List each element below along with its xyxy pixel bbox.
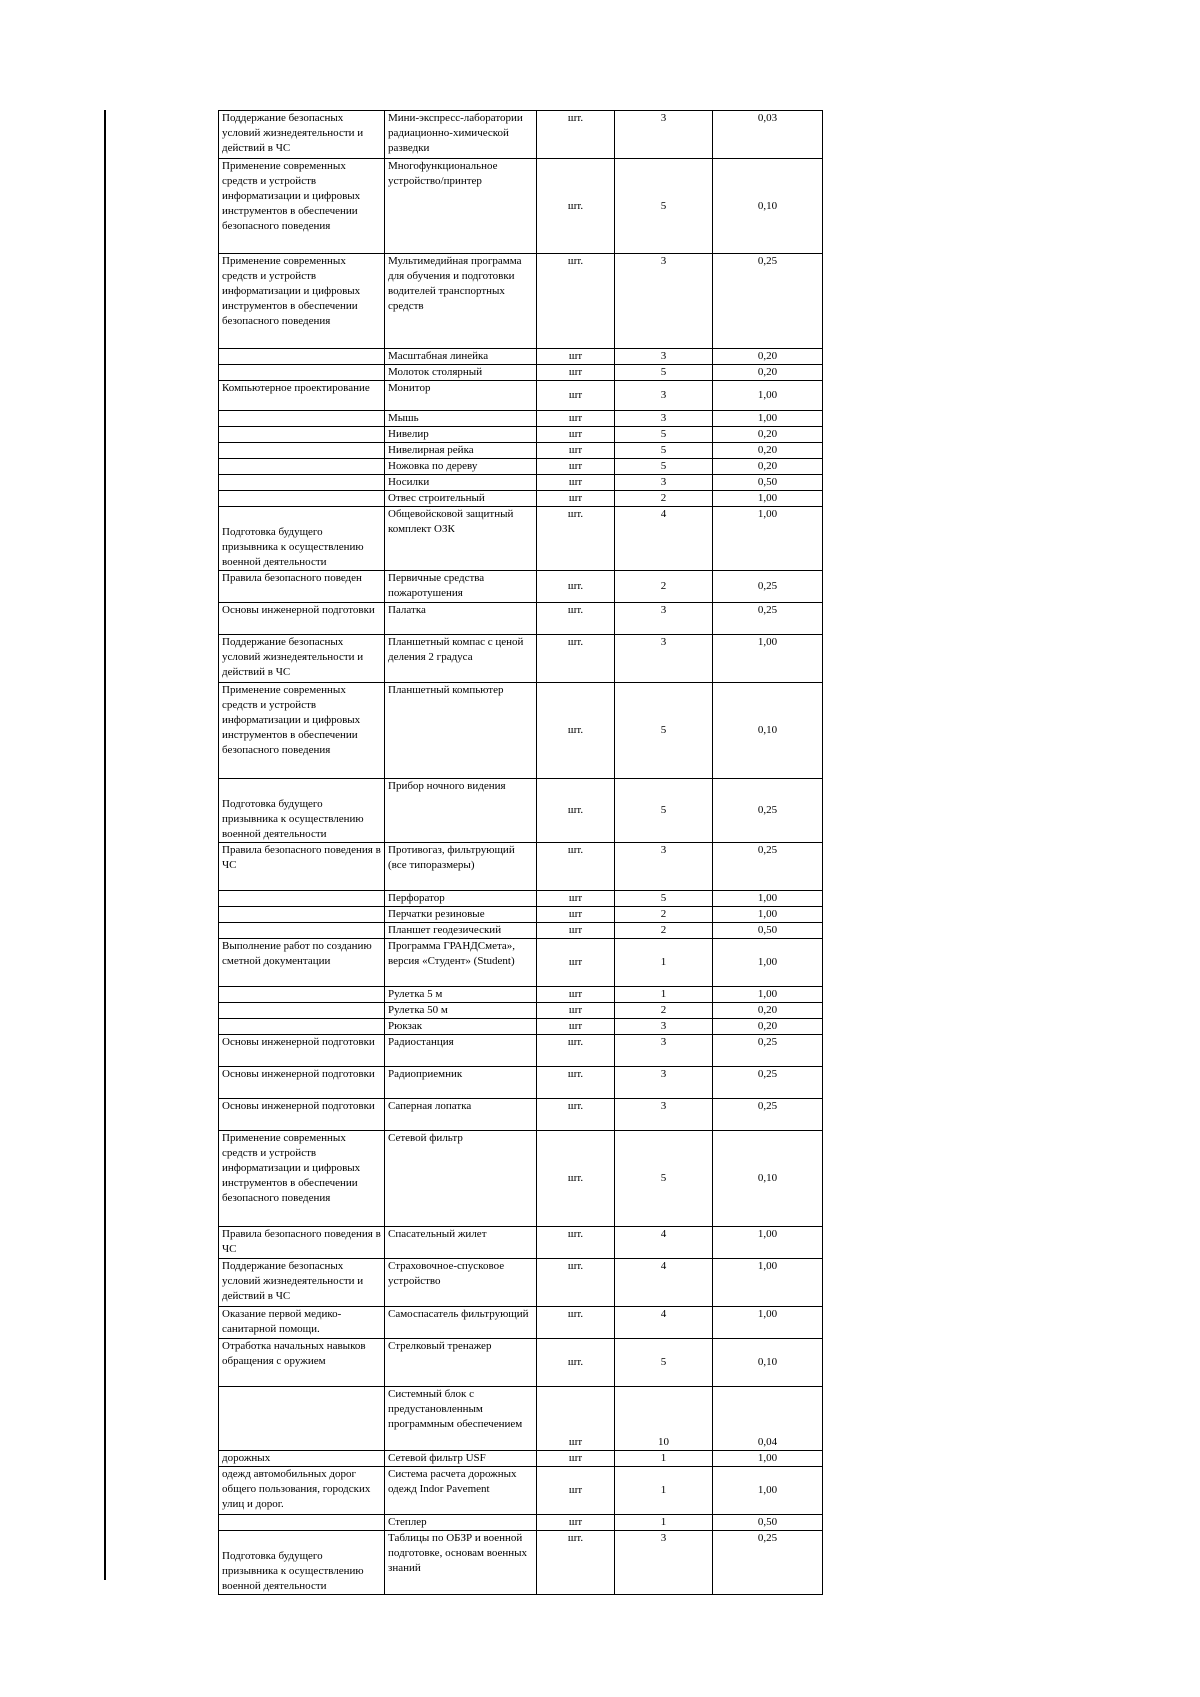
ratio-cell: 0,25 xyxy=(713,1035,823,1067)
item-name-cell: Противогаз, фильтрующий (все типоразмеры) xyxy=(385,843,537,891)
unit-cell: шт. xyxy=(537,683,615,779)
table-row xyxy=(219,891,823,907)
ratio-cell: 0,25 xyxy=(713,571,823,603)
unit-cell: шт xyxy=(537,491,615,507)
ratio-cell: 1,00 xyxy=(713,491,823,507)
purpose-cell xyxy=(219,987,385,1003)
purpose-cell xyxy=(219,907,385,923)
item-name-cell: Нивелирная рейка xyxy=(385,443,537,459)
unit-cell: шт. xyxy=(537,159,615,254)
quantity-cell: 3 xyxy=(615,603,713,635)
item-name-cell: Носилки xyxy=(385,475,537,491)
purpose-cell xyxy=(219,427,385,443)
quantity-cell: 3 xyxy=(615,475,713,491)
unit-cell: шт xyxy=(537,443,615,459)
item-name-cell: Первичные средства пожаротушения xyxy=(385,571,537,603)
table-row xyxy=(219,159,823,254)
item-name-cell: Молоток столярный xyxy=(385,365,537,381)
item-name-cell: Планшетный компас с ценой деления 2 градуса xyxy=(385,635,537,683)
quantity-cell: 3 xyxy=(615,254,713,349)
table-row xyxy=(219,349,823,365)
purpose-cell: Подготовка будущего призывника к осуществлению военной деятельности xyxy=(219,1531,385,1595)
table-row xyxy=(219,1131,823,1227)
quantity-cell: 5 xyxy=(615,459,713,475)
item-name-cell: Перфоратор xyxy=(385,891,537,907)
purpose-cell: Оказание первой медико-санитарной помощи. xyxy=(219,1307,385,1339)
purpose-cell: Применение современных средств и устройств информатизации и цифровых инструментов в обеспечении безопасного поведения xyxy=(219,254,385,349)
table-row xyxy=(219,491,823,507)
item-name-cell: Рулетка 50 м xyxy=(385,1003,537,1019)
table-row xyxy=(219,365,823,381)
ratio-cell: 1,00 xyxy=(713,891,823,907)
unit-cell: шт. xyxy=(537,1067,615,1099)
quantity-cell: 2 xyxy=(615,491,713,507)
quantity-cell: 3 xyxy=(615,1531,713,1595)
quantity-cell: 3 xyxy=(615,111,713,159)
item-name-cell: Самоспасатель фильтрующий xyxy=(385,1307,537,1339)
quantity-cell: 3 xyxy=(615,349,713,365)
unit-cell: шт xyxy=(537,1387,615,1451)
ratio-cell: 0,10 xyxy=(713,1131,823,1227)
item-name-cell: Система расчета дорожных одежд Indor Pavement xyxy=(385,1467,537,1515)
quantity-cell: 1 xyxy=(615,939,713,987)
ratio-cell: 1,00 xyxy=(713,1307,823,1339)
unit-cell: шт xyxy=(537,475,615,491)
quantity-cell: 5 xyxy=(615,159,713,254)
unit-cell: шт xyxy=(537,907,615,923)
unit-cell: шт xyxy=(537,365,615,381)
purpose-cell xyxy=(219,491,385,507)
table-row xyxy=(219,571,823,603)
unit-cell: шт. xyxy=(537,254,615,349)
ratio-cell: 1,00 xyxy=(713,381,823,411)
table-row xyxy=(219,475,823,491)
unit-cell: шт. xyxy=(537,507,615,571)
quantity-cell: 4 xyxy=(615,1307,713,1339)
purpose-cell xyxy=(219,475,385,491)
quantity-cell: 4 xyxy=(615,1227,713,1259)
item-name-cell: Сетевой фильтр USF xyxy=(385,1451,537,1467)
ratio-cell: 0,50 xyxy=(713,475,823,491)
item-name-cell: Нивелир xyxy=(385,427,537,443)
item-name-cell: Общевойсковой защитный комплект ОЗК xyxy=(385,507,537,571)
item-name-cell: Отвес строительный xyxy=(385,491,537,507)
item-name-cell: Монитор xyxy=(385,381,537,411)
ratio-cell: 1,00 xyxy=(713,907,823,923)
table-body xyxy=(219,111,823,1595)
purpose-cell: Применение современных средств и устройств информатизации и цифровых инструментов в обеспечении безопасного поведения xyxy=(219,1131,385,1227)
purpose-cell xyxy=(219,1003,385,1019)
purpose-cell: Подготовка будущего призывника к осуществлению военной деятельности xyxy=(219,507,385,571)
ratio-cell: 1,00 xyxy=(713,1227,823,1259)
quantity-cell: 3 xyxy=(615,1035,713,1067)
item-name-cell: Мышь xyxy=(385,411,537,427)
ratio-cell: 0,20 xyxy=(713,365,823,381)
ratio-cell: 0,50 xyxy=(713,923,823,939)
quantity-cell: 3 xyxy=(615,1067,713,1099)
table-row xyxy=(219,907,823,923)
ratio-cell: 0,10 xyxy=(713,1339,823,1387)
purpose-cell: Подготовка будущего призывника к осуществлению военной деятельности xyxy=(219,779,385,843)
table-row xyxy=(219,1003,823,1019)
quantity-cell: 5 xyxy=(615,427,713,443)
purpose-cell xyxy=(219,443,385,459)
table-row xyxy=(219,1387,823,1451)
table-row xyxy=(219,1467,823,1515)
quantity-cell: 3 xyxy=(615,411,713,427)
table-row xyxy=(219,1307,823,1339)
quantity-cell: 1 xyxy=(615,1467,713,1515)
ratio-cell: 0,04 xyxy=(713,1387,823,1451)
unit-cell: шт. xyxy=(537,1131,615,1227)
purpose-cell: дорожных xyxy=(219,1451,385,1467)
table-row xyxy=(219,111,823,159)
purpose-cell: Основы инженерной подготовки xyxy=(219,1035,385,1067)
table-row xyxy=(219,1035,823,1067)
quantity-cell: 3 xyxy=(615,843,713,891)
item-name-cell: Радиостанция xyxy=(385,1035,537,1067)
purpose-cell xyxy=(219,349,385,365)
quantity-cell: 3 xyxy=(615,381,713,411)
table-row xyxy=(219,683,823,779)
ratio-cell: 0,03 xyxy=(713,111,823,159)
table-row xyxy=(219,1067,823,1099)
quantity-cell: 5 xyxy=(615,443,713,459)
table-row xyxy=(219,779,823,843)
unit-cell: шт. xyxy=(537,111,615,159)
purpose-cell xyxy=(219,459,385,475)
table-row xyxy=(219,1339,823,1387)
table-row xyxy=(219,443,823,459)
item-name-cell: Рулетка 5 м xyxy=(385,987,537,1003)
table-row xyxy=(219,843,823,891)
purpose-cell xyxy=(219,891,385,907)
table-row xyxy=(219,1515,823,1531)
table-row xyxy=(219,1259,823,1307)
quantity-cell: 3 xyxy=(615,635,713,683)
purpose-cell: Правила безопасного поведен xyxy=(219,571,385,603)
quantity-cell: 1 xyxy=(615,1451,713,1467)
quantity-cell: 4 xyxy=(615,1259,713,1307)
table-row xyxy=(219,923,823,939)
ratio-cell: 0,20 xyxy=(713,443,823,459)
item-name-cell: Рюкзак xyxy=(385,1019,537,1035)
item-name-cell: Масштабная линейка xyxy=(385,349,537,365)
purpose-cell xyxy=(219,365,385,381)
table-row xyxy=(219,411,823,427)
item-name-cell: Степлер xyxy=(385,1515,537,1531)
purpose-cell: Поддержание безопасных условий жизнедеятельности и действий в ЧС xyxy=(219,111,385,159)
purpose-cell: Поддержание безопасных условий жизнедеятельности и действий в ЧС xyxy=(219,635,385,683)
left-margin-line xyxy=(104,110,106,1580)
unit-cell: шт xyxy=(537,411,615,427)
purpose-cell: Отработка начальных навыков обращения с оружием xyxy=(219,1339,385,1387)
table-row xyxy=(219,507,823,571)
ratio-cell: 0,20 xyxy=(713,1003,823,1019)
ratio-cell: 0,20 xyxy=(713,1019,823,1035)
purpose-cell: Компьютерное проектирование xyxy=(219,381,385,411)
unit-cell: шт. xyxy=(537,1259,615,1307)
table-row xyxy=(219,1451,823,1467)
ratio-cell: 1,00 xyxy=(713,987,823,1003)
item-name-cell: Планшет геодезический xyxy=(385,923,537,939)
purpose-cell xyxy=(219,411,385,427)
table-row xyxy=(219,381,823,411)
unit-cell: шт. xyxy=(537,1099,615,1131)
unit-cell: шт xyxy=(537,1019,615,1035)
item-name-cell: Страховочное-спусковое устройство xyxy=(385,1259,537,1307)
ratio-cell: 0,25 xyxy=(713,1099,823,1131)
unit-cell: шт. xyxy=(537,1227,615,1259)
quantity-cell: 5 xyxy=(615,779,713,843)
unit-cell: шт xyxy=(537,1003,615,1019)
unit-cell: шт. xyxy=(537,1307,615,1339)
purpose-cell xyxy=(219,923,385,939)
unit-cell: шт xyxy=(537,381,615,411)
unit-cell: шт. xyxy=(537,571,615,603)
table-row xyxy=(219,254,823,349)
quantity-cell: 5 xyxy=(615,365,713,381)
table-row xyxy=(219,987,823,1003)
ratio-cell: 0,25 xyxy=(713,1531,823,1595)
table-row xyxy=(219,1099,823,1131)
purpose-cell: Правила безопасного поведения в ЧС xyxy=(219,1227,385,1259)
unit-cell: шт xyxy=(537,459,615,475)
item-name-cell: Мини-экспресс-лаборатории радиационно-химической разведки xyxy=(385,111,537,159)
table-row xyxy=(219,939,823,987)
ratio-cell: 1,00 xyxy=(713,1259,823,1307)
unit-cell: шт xyxy=(537,1467,615,1515)
unit-cell: шт xyxy=(537,1451,615,1467)
unit-cell: шт xyxy=(537,1515,615,1531)
item-name-cell: Ножовка по дереву xyxy=(385,459,537,475)
purpose-cell: Основы инженерной подготовки xyxy=(219,603,385,635)
unit-cell: шт xyxy=(537,427,615,443)
item-name-cell: Мультимедийная программа для обучения и подготовки водителей транспортных средств xyxy=(385,254,537,349)
purpose-cell: Применение современных средств и устройств информатизации и цифровых инструментов в обеспечении безопасного поведения xyxy=(219,683,385,779)
table-row xyxy=(219,1531,823,1595)
purpose-cell xyxy=(219,1387,385,1451)
ratio-cell: 1,00 xyxy=(713,507,823,571)
purpose-cell: Правила безопасного поведения в ЧС xyxy=(219,843,385,891)
quantity-cell: 3 xyxy=(615,1099,713,1131)
quantity-cell: 2 xyxy=(615,1003,713,1019)
quantity-cell: 5 xyxy=(615,1131,713,1227)
quantity-cell: 2 xyxy=(615,923,713,939)
table-row xyxy=(219,459,823,475)
unit-cell: шт xyxy=(537,891,615,907)
item-name-cell: Перчатки резиновые xyxy=(385,907,537,923)
ratio-cell: 0,25 xyxy=(713,779,823,843)
ratio-cell: 1,00 xyxy=(713,939,823,987)
unit-cell: шт xyxy=(537,939,615,987)
ratio-cell: 0,10 xyxy=(713,159,823,254)
unit-cell: шт. xyxy=(537,1035,615,1067)
quantity-cell: 3 xyxy=(615,1019,713,1035)
ratio-cell: 1,00 xyxy=(713,1467,823,1515)
unit-cell: шт xyxy=(537,349,615,365)
quantity-cell: 2 xyxy=(615,571,713,603)
item-name-cell: Системный блок с предустановленным программным обеспечением xyxy=(385,1387,537,1451)
purpose-cell: одежд автомобильных дорог общего пользования, городских улиц и дорог. xyxy=(219,1467,385,1515)
item-name-cell: Программа ГРАНДСмета», версия «Студент» (Student) xyxy=(385,939,537,987)
table-row xyxy=(219,1019,823,1035)
purpose-cell: Основы инженерной подготовки xyxy=(219,1099,385,1131)
ratio-cell: 1,00 xyxy=(713,411,823,427)
ratio-cell: 1,00 xyxy=(713,635,823,683)
table-row xyxy=(219,1227,823,1259)
quantity-cell: 10 xyxy=(615,1387,713,1451)
item-name-cell: Саперная лопатка xyxy=(385,1099,537,1131)
unit-cell: шт. xyxy=(537,843,615,891)
purpose-cell xyxy=(219,1515,385,1531)
ratio-cell: 0,25 xyxy=(713,254,823,349)
table-row xyxy=(219,635,823,683)
item-name-cell: Спасательный жилет xyxy=(385,1227,537,1259)
item-name-cell: Радиоприемник xyxy=(385,1067,537,1099)
ratio-cell: 0,20 xyxy=(713,427,823,443)
unit-cell: шт. xyxy=(537,779,615,843)
item-name-cell: Палатка xyxy=(385,603,537,635)
quantity-cell: 5 xyxy=(615,1339,713,1387)
equipment-table xyxy=(218,110,823,1595)
quantity-cell: 1 xyxy=(615,1515,713,1531)
ratio-cell: 0,25 xyxy=(713,843,823,891)
unit-cell: шт. xyxy=(537,1339,615,1387)
unit-cell: шт xyxy=(537,987,615,1003)
unit-cell: шт. xyxy=(537,1531,615,1595)
quantity-cell: 5 xyxy=(615,891,713,907)
quantity-cell: 1 xyxy=(615,987,713,1003)
ratio-cell: 0,50 xyxy=(713,1515,823,1531)
item-name-cell: Многофункциональное устройство/принтер xyxy=(385,159,537,254)
quantity-cell: 5 xyxy=(615,683,713,779)
purpose-cell: Поддержание безопасных условий жизнедеятельности и действий в ЧС xyxy=(219,1259,385,1307)
purpose-cell xyxy=(219,1019,385,1035)
unit-cell: шт. xyxy=(537,603,615,635)
table-row xyxy=(219,427,823,443)
table-row xyxy=(219,603,823,635)
ratio-cell: 0,20 xyxy=(713,349,823,365)
ratio-cell: 0,20 xyxy=(713,459,823,475)
item-name-cell: Прибор ночного видения xyxy=(385,779,537,843)
quantity-cell: 2 xyxy=(615,907,713,923)
purpose-cell: Основы инженерной подготовки xyxy=(219,1067,385,1099)
item-name-cell: Планшетный компьютер xyxy=(385,683,537,779)
item-name-cell: Сетевой фильтр xyxy=(385,1131,537,1227)
purpose-cell: Применение современных средств и устройств информатизации и цифровых инструментов в обеспечении безопасного поведения xyxy=(219,159,385,254)
quantity-cell: 4 xyxy=(615,507,713,571)
unit-cell: шт xyxy=(537,923,615,939)
item-name-cell: Таблицы по ОБЗР и военной подготовке, основам военных знаний xyxy=(385,1531,537,1595)
item-name-cell: Стрелковый тренажер xyxy=(385,1339,537,1387)
unit-cell: шт. xyxy=(537,635,615,683)
ratio-cell: 0,10 xyxy=(713,683,823,779)
purpose-cell: Выполнение работ по созданию сметной документации xyxy=(219,939,385,987)
ratio-cell: 0,25 xyxy=(713,603,823,635)
ratio-cell: 0,25 xyxy=(713,1067,823,1099)
ratio-cell: 1,00 xyxy=(713,1451,823,1467)
